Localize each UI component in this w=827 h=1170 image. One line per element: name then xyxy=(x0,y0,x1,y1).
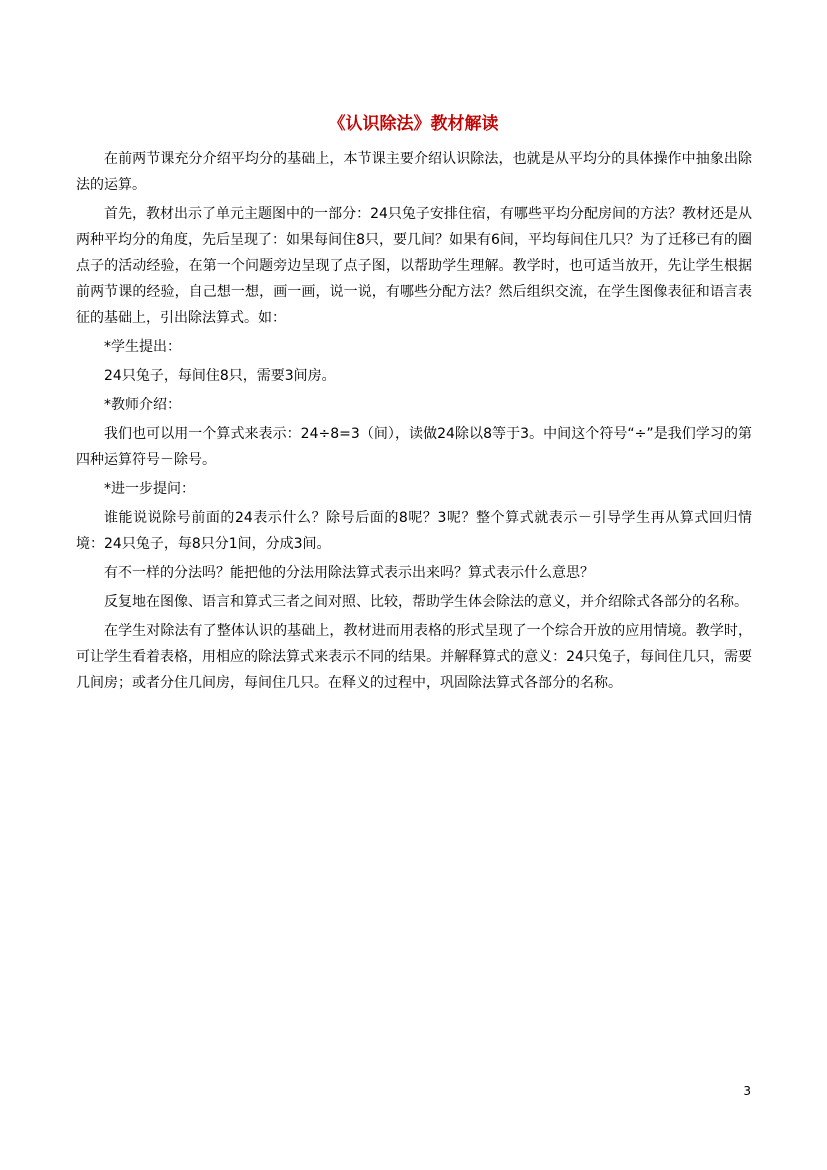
paragraph-student-answer: 24只兔子，每间住8只，需要3间房。 xyxy=(104,368,336,384)
paragraph-further-question: 谁能说说除号前面的24表示什么？除号后面的8呢？3呢？整个算式就表示－引导学生再从算式回归情境：24只兔子，每8只分1间，分成3间。 xyxy=(76,510,752,552)
paragraph-application: 在学生对除法有了整体认识的基础上，教材进而用表格的形式呈现了一个综合开放的应用情境。教学时，可让学生看着表格，用相应的除法算式来表示不同的结果。并解释算式的意义：24只兔子，每间住几只，需要几间房；或者分住几间房，每间住几只。在释义的过程中，巩固除法算式各部分的名称。 xyxy=(76,623,752,691)
paragraph-division-equation: 我们也可以用一个算式来表示：24÷8=3（间），读做24除以8等于3。中间这个符号“÷”是我们学习的第四种运算符号－除号。 xyxy=(76,426,752,468)
paragraph-further-question-prompt: *进一步提问： xyxy=(104,481,195,497)
document-title: 《认识除法》教材解读 xyxy=(328,114,499,134)
document-body xyxy=(76,146,752,699)
paragraph-alternative-methods: 有不一样的分法吗？能把他的分法用除法算式表示出来吗？算式表示什么意思？ xyxy=(104,565,594,581)
page-number: 3 xyxy=(743,1084,751,1098)
paragraph-textbook-presentation: 首先，教材出示了单元主题图中的一部分：24只兔子安排住宿，有哪些平均分配房间的方法？教材还是从两种平均分的角度，先后呈现了：如果每间住8只，要几间？如果有6间，平均每间住几只？为了迁移已有的圈点子的活动经验，在第一个问题旁边呈现了点子图，以帮助学生理解。教学时，也可适当放开，先让学生根据前两节课的经验，自己想一想，画一画，说一说，有哪些分配方法？然后组织交流，在学生图像表征和语言表征的基础上，引出除法算式。如： xyxy=(76,206,752,326)
paragraph-comparison: 反复地在图像、语言和算式三者之间对照、比较，帮助学生体会除法的意义，并介绍除式各部分的名称。 xyxy=(104,594,748,610)
paragraph-intro: 在前两节课充分介绍平均分的基础上，本节课主要介绍认识除法，也就是从平均分的具体操作中抽象出除法的运算。 xyxy=(76,151,752,193)
paragraph-student-prompt: *学生提出： xyxy=(104,339,181,355)
paragraph-teacher-prompt: *教师介绍： xyxy=(104,397,181,413)
